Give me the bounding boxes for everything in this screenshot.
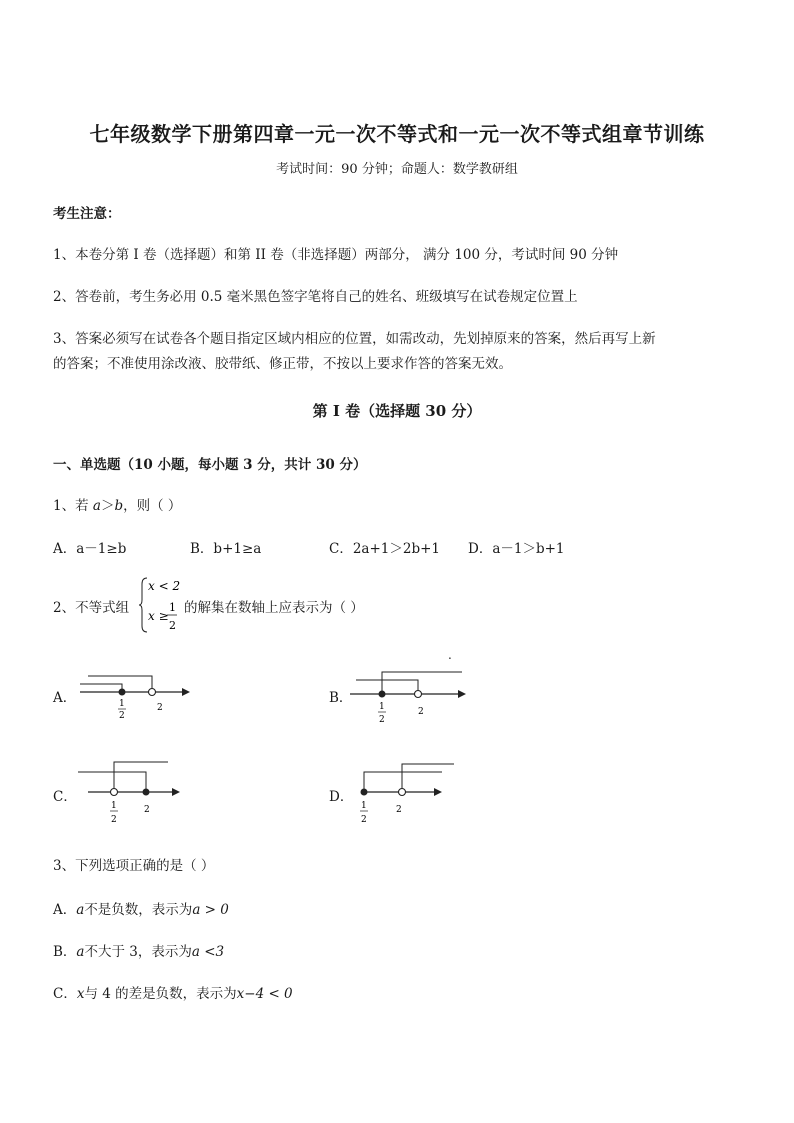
- tick-label-half-den: 2: [119, 711, 125, 721]
- q1-option-c[interactable]: C．2a+1＞2b+1: [329, 541, 441, 557]
- q2-option-b-label[interactable]: B．: [329, 690, 353, 706]
- solid-point: [361, 789, 368, 796]
- q1-option-b[interactable]: B．b+1≥a: [190, 541, 262, 557]
- q2-option-b-numberline[interactable]: [346, 662, 470, 730]
- ray-left: [80, 684, 122, 692]
- notice-item-2: 2、答卷前，考生务必用 0.5 毫米黑色签字笔将自己的姓名、班级填写在试卷规定位置上: [53, 289, 578, 305]
- q2-option-a-numberline[interactable]: [78, 668, 198, 724]
- inequality-system: [139, 574, 185, 636]
- tick-label-two: 2: [157, 703, 163, 713]
- q3-option-a[interactable]: A．a不是负数，表示为a > 0: [53, 902, 229, 918]
- notice-item-3: 3、答案必须写在试卷各个题目指定区域内相应的位置，如需改动，先划掉原来的答案，然后再写上新: [53, 331, 656, 347]
- q2-option-d-label[interactable]: D．: [329, 789, 354, 805]
- tick-label-half-den: 2: [379, 715, 385, 725]
- notice-item-3-cont: 的答案；不准使用涂改液、胶带纸、修正带，不按以上要求作答的答案无效。: [53, 356, 512, 372]
- stray-dot: .: [448, 648, 452, 662]
- q3-option-c[interactable]: C．x与 4 的差是负数，表示为x−4 < 0: [53, 986, 293, 1002]
- axis-arrow: [172, 788, 180, 796]
- ray-right: [382, 672, 462, 694]
- tick-label-half-num: 1: [361, 801, 367, 811]
- tick-label-two: 2: [418, 707, 424, 717]
- tick-label-half-num: 1: [119, 699, 125, 709]
- q1-option-a[interactable]: A．a－1≥b: [53, 541, 127, 557]
- page-title: 七年级数学下册第四章一元一次不等式和一元一次不等式组章节训练: [89, 122, 705, 146]
- system-line-1: x < 2: [148, 579, 181, 593]
- open-point: [415, 691, 422, 698]
- solid-point: [143, 789, 150, 796]
- section-title: 第 I 卷（选择题 30 分）: [312, 402, 482, 420]
- question-1-stem: 1、若 a＞b，则（ ）: [53, 498, 182, 514]
- tick-label-half-num: 1: [111, 801, 117, 811]
- solid-point: [119, 689, 126, 696]
- fraction-numerator: 1: [169, 601, 176, 614]
- notice-item-1: 1、本卷分第 I 卷（选择题）和第 II 卷（非选择题）两部分， 满分 100 分，考试时间 90 分钟: [53, 247, 619, 263]
- system-line-2-lhs: x ≥: [148, 609, 169, 623]
- tick-label-two: 2: [396, 805, 402, 815]
- q2-option-c-numberline[interactable]: [76, 756, 188, 832]
- axis-arrow: [458, 690, 466, 698]
- question-3-stem: 3、下列选项正确的是（ ）: [53, 858, 215, 874]
- tick-label-half-den: 2: [111, 815, 117, 825]
- left-brace: [139, 578, 147, 632]
- tick-label-two: 2: [144, 805, 150, 815]
- ray-right: [114, 762, 168, 792]
- open-point: [111, 789, 118, 796]
- q2-option-c-label[interactable]: C．: [53, 789, 77, 805]
- q1-option-d[interactable]: D．a－1＞b+1: [468, 541, 565, 557]
- ray-right: [402, 764, 454, 792]
- open-point: [399, 789, 406, 796]
- ray-left: [356, 680, 418, 694]
- question-2-prefix: 2、不等式组: [53, 600, 130, 616]
- q3-option-b[interactable]: B．a不大于 3，表示为a <3: [53, 944, 225, 960]
- axis-arrow: [434, 788, 442, 796]
- tick-label-half-num: 1: [379, 702, 385, 712]
- question-2-suffix: 的解集在数轴上应表示为（ ）: [184, 600, 364, 616]
- fraction-denominator: 2: [169, 619, 176, 632]
- notice-heading: 考生注意：: [53, 206, 121, 222]
- exam-info: 考试时间：90 分钟；命题人：数学教研组: [276, 162, 518, 177]
- solid-point: [379, 691, 386, 698]
- part-heading: 一、单选题（10 小题，每小题 3 分，共计 30 分）: [53, 457, 367, 473]
- open-point: [149, 689, 156, 696]
- q2-option-a-label[interactable]: A．: [53, 690, 77, 706]
- tick-label-half-den: 2: [361, 815, 367, 825]
- q2-option-d-numberline[interactable]: [352, 758, 460, 832]
- axis-arrow: [182, 688, 190, 696]
